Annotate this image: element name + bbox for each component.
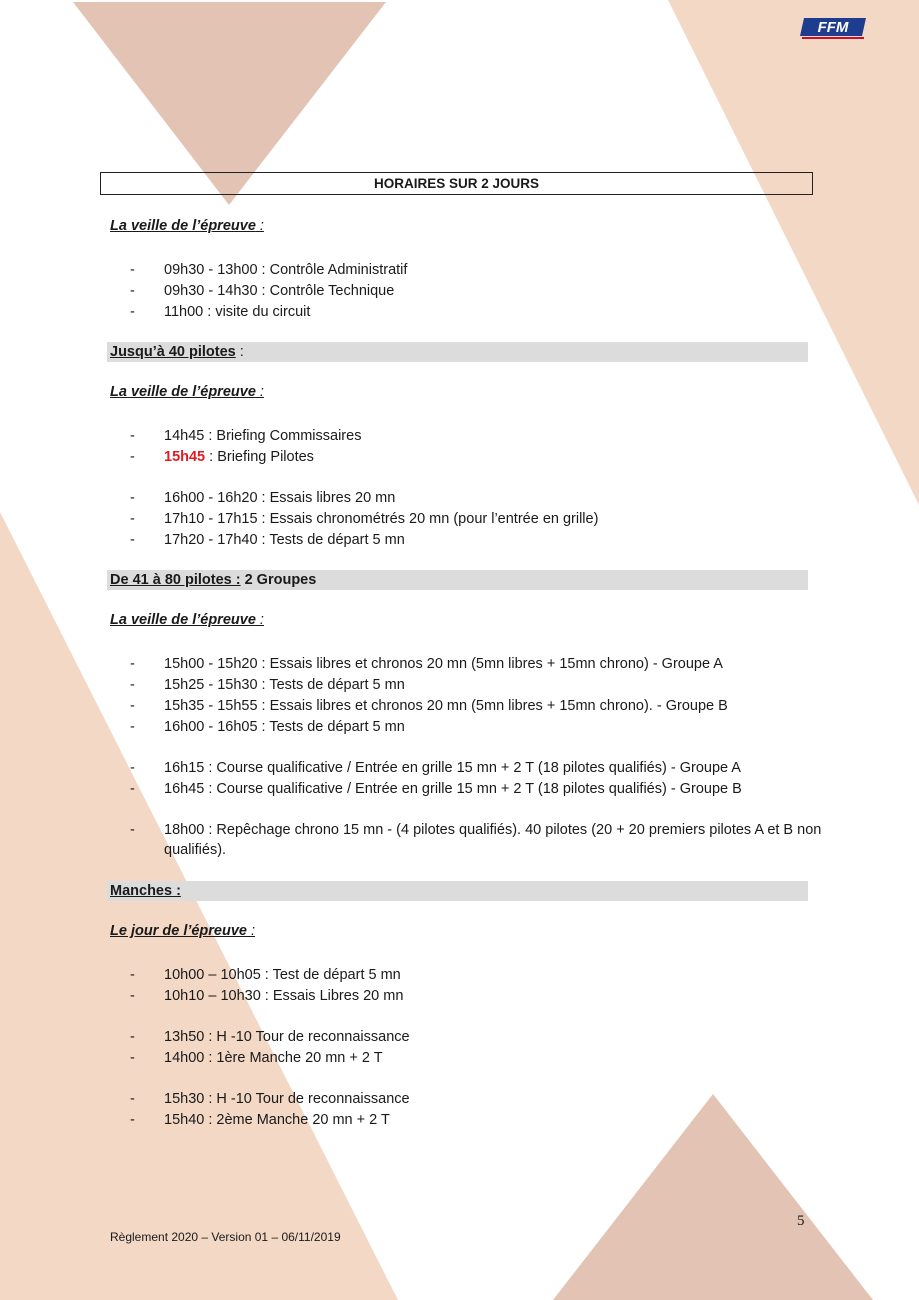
section-band-41-80-pilotes: De 41 à 80 pilotes : 2 Groupes <box>107 570 808 590</box>
document-page: HORAIRES SUR 2 JOURS La veille de l’épreuve : - 09h30 - 13h00 : Contrôle Administratif - 09h30 - 14h30 : Contrôle Technique - 11h00 : visite du circuit Jusqu’à 40 pilotes : La veille de l’épreuve : - 14h45 : Briefing Commissaires - 15h45 : Briefing Pilotes - 16h00 - 16h20 : Essais libres 20 mn - 17h10 - 17h15 : Essais chronométrés 20 mn (pour l’entrée en grille) - 17h20 - 17h40 : Tests de départ 5 mn De 41 à 80 pilotes : 2 Groupes La veille de l’épreuve : - 15h00 - 15h20 : Essais libres et chronos 20 mn (5mn libres + 15mn chrono) - Groupe A - 15h25 - 15h30 : Tests de départ 5 mn - 15h35 - 15h55 : Essais libres et chronos 20 mn (5mn libres + 15mn chrono). - Groupe B - 16h00 - 16h05 : Tests de départ 5 mn - 16h15 : Course qualificative / Entrée en grille 15 mn + 2 T (18 pilotes qualifiés) - Groupe A - 16h45 : Course qualificative / Entrée en grille 15 mn + 2 T (18 pilotes qualifiés) - Groupe B - 18h00 : Repêchage chrono 15 mn - (4 pilotes qualifiés). 40 pilotes (20 + 20 premiers pilotes A et B non qualifiés). Manches : Le jour de l’épreuve : - 10h00 – 10h05 : Test de départ 5 mn - 10h10 – 10h30 : Essais Libres 20 mn - 13h50 : H -10 Tour de reconnaissance - 14h00 : 1ère Manche 20 mn + 2 T - 15h30 : H -10 Tour de reconnaissance - 15h40 : 2ème Manche 20 mn + 2 T 5 Règlement 2020 – Version 01 – 06/11/2019 <box>0 0 919 1300</box>
highlighted-time: 15h45 <box>164 449 206 465</box>
page-title: HORAIRES SUR 2 JOURS <box>100 172 813 195</box>
section-band-40-pilotes: Jusqu’à 40 pilotes : <box>107 342 808 362</box>
section-heading-jour: Le jour de l’épreuve : <box>110 923 256 939</box>
footer-text: Règlement 2020 – Version 01 – 06/11/2019 <box>110 1230 341 1244</box>
section-heading-veille-2: La veille de l’épreuve : <box>110 384 264 400</box>
svg-text:FFM: FFM <box>817 19 849 36</box>
section-band-manches: Manches : <box>107 881 808 901</box>
section-heading-veille: La veille de l’épreuve : <box>110 218 264 234</box>
ffm-logo <box>800 16 868 40</box>
page-number: 5 <box>797 1213 805 1229</box>
section-heading-veille-3: La veille de l’épreuve : <box>110 612 264 628</box>
